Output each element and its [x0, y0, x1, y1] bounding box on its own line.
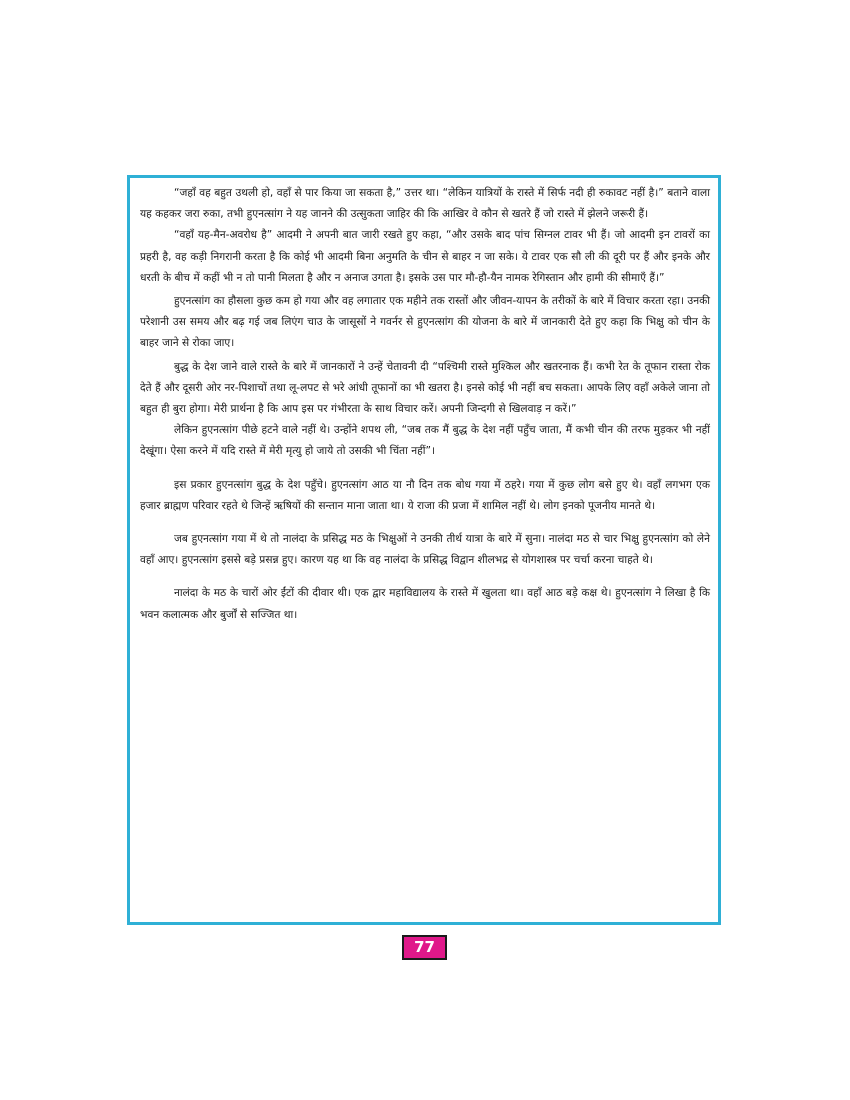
paragraph-7: जब हुएनत्सांग गया में थे तो नालंदा के प्रसिद्ध मठ के भिक्षुओं ने उनकी तीर्थ यात्रा के बारे में सुना। नालंदा मठ से चार भिक्षु हुएनत्सांग को लेने वहाँ आए। हुएनत्सांग इससे बड़े प्रसन्न हुए। कारण यह था कि वह नालंदा के प्रसिद्ध विद्वान शीलभद्र से योगशास्त्र पर चर्चा करना चाहते थे।	[140, 533, 710, 567]
paragraph-4: बुद्ध के देश जाने वाले रास्ते के बारे में जानकारों ने उन्हें चेतावनी दी “पश्चिमी रास्ते मुश्किल और खतरनाक हैं। कभी रेत के तूफान रास्ता रोक देते हैं और दूसरी ओर नर-पिशाचों तथा लू-लपट से भरे आंधी तूफानों का भी खतरा है। इनसे कोई भी नहीं बच सकता। आपके लिए वहाँ अकेले जाना तो बहुत ही बुरा होगा। मेरी प्रार्थना है कि आप इस पर गंभीरता के साथ विचार करें। अपनी जिन्दगी से खिलवाड़ न करें।”	[140, 360, 710, 416]
paragraph-6: इस प्रकार हुएनत्सांग बुद्ध के देश पहुँचे। हुएनत्सांग आठ या नौ दिन तक बोध गया में ठहरे। गया में कुछ लोग बसे हुए थे। वहाँ लगभग एक हजार ब्राह्मण परिवार रहते थे जिन्हें ऋषियों की सन्तान माना जाता था। ये राजा की प्रजा में शामिल नहीं थे। लोग इनको पूजनीय मानते थे।	[140, 478, 710, 512]
page-number-badge: 77	[402, 935, 447, 960]
paragraph-3: हुएनत्सांग का हौसला कुछ कम हो गया और वह लगातार एक महीने तक रास्तों और जीवन-यापन के तरीकों के बारे में विचार करता रहा। उनकी परेशानी उस समय और बढ़ गई जब लिएंग चाउ के जासूसों ने गवर्नर से हुएनत्सांग की योजना के बारे में जानकारी देते हुए कहा कि भिक्षु को चीन के बाहर जाने से रोका जाए।	[140, 295, 710, 350]
paragraph-8: नालंदा के मठ के चारों ओर ईंटों की दीवार थी। एक द्वार महाविद्यालय के रास्ते में खुलता था। वहाँ आठ बड़े कक्ष थे। हुएनत्सांग ने लिखा है कि भवन कलात्मक और बुर्जों से सज्जित था।	[140, 587, 710, 621]
paragraph-5: लेकिन हुएनत्सांग पीछे हटने वाले नहीं थे। उन्होंने शपथ ली, “जब तक मैं बुद्ध के देश नहीं पहुँच जाता, मैं कभी चीन की तरफ मुड़कर भी नहीं देखूंगा। ऐसा करने में यदि रास्ते में मेरी मृत्यु हो जाये तो उसकी भी चिंता नहीं”।	[140, 424, 710, 458]
paragraph-1: “जहाँ वह बहुत उथली हो, वहाँ से पार किया जा सकता है,” उत्तर था। “लेकिन यात्रियों के रास्ते में सिर्फ नदी ही रुकावट नहीं है।” बताने वाला यह कहकर जरा रुका, तभी हुएनत्सांग ने यह जानने की उत्सुकता जाहिर की कि आखिर वे कौन से खतरे हैं जो रास्ते में झेलने जरूरी हैं।	[140, 187, 710, 221]
paragraph-2: “वहाँ यह-मैन-अवरोध है” आदमी ने अपनी बात जारी रखते हुए कहा, “और उसके बाद पांच सिग्नल टावर भी हैं। जो आदमी इन टावरों का प्रहरी है, वह कड़ी निगरानी करता है कि कोई भी आदमी बिना अनुमति के चीन से बाहर न जा सके। ये टावर एक सौ ली की दूरी पर हैं और इनके और धरती के बीच में कहीं भी न तो पानी मिलता है और न अनाज उगता है। इसके उस पार मौ-हौ-यैन नामक रेगिस्तान और हामी की सीमाएँ हैं।”	[140, 229, 710, 284]
text-frame	[127, 175, 721, 925]
